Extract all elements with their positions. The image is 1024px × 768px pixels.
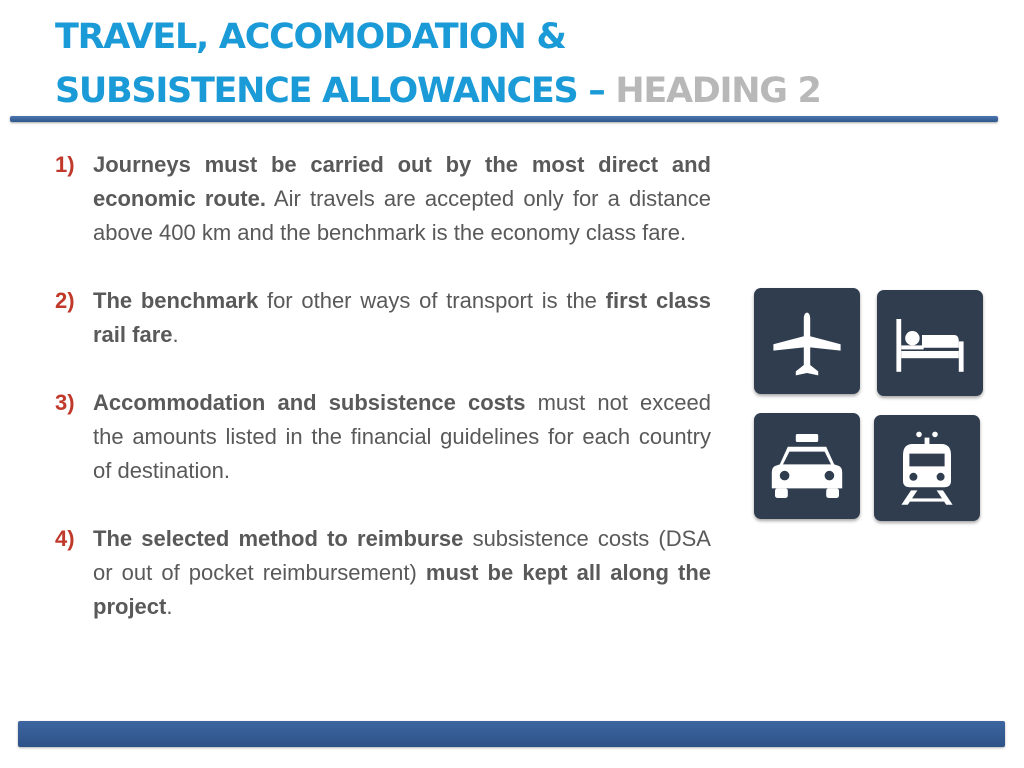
- airplane-icon: [754, 288, 860, 394]
- rules-list: [55, 148, 711, 658]
- title-heading-label: HEADING 2: [615, 71, 821, 111]
- item-bold-text: Accommodation and subsistence costs: [93, 390, 526, 415]
- item-number: 2): [55, 288, 75, 313]
- taxi-icon: [754, 413, 860, 519]
- title-line-2-text: SUBSISTENCE ALLOWANCES –: [55, 71, 605, 111]
- item-text: for other ways of transport is the: [258, 288, 606, 313]
- item-bold-text-2: must be kept all along the project: [93, 560, 712, 619]
- item-bold-text-2: first class rail fare: [93, 288, 712, 347]
- list-item-4: [55, 522, 711, 624]
- item-number: 4): [55, 526, 75, 551]
- list-item-1: [55, 148, 711, 250]
- bed-icon: [877, 290, 983, 396]
- title-divider: [10, 116, 998, 122]
- list-item-2: [55, 284, 711, 352]
- item-number: 1): [55, 152, 75, 177]
- item-bold-text: Journeys must be carried out by the most direct and economic route.: [93, 152, 711, 211]
- list-item-3: [55, 386, 711, 488]
- item-text: subsistence costs (DSA or out of pocket reimbursement): [93, 526, 711, 585]
- item-text-2: .: [166, 594, 173, 619]
- travel-icons-grid: [754, 288, 986, 523]
- train-icon: [874, 415, 980, 521]
- title-line-1: TRAVEL, ACCOMODATION &: [55, 17, 566, 57]
- item-bold-text: The benchmark: [93, 288, 259, 313]
- title-line-2: [55, 64, 955, 118]
- item-text-2: .: [172, 322, 179, 347]
- item-text: must not exceed the amounts listed in the financial guidelines for each country of destination.: [93, 390, 711, 483]
- item-text: Air travels are accepted only for a distance above 400 km and the benchmark is the economy class fare.: [93, 186, 711, 245]
- item-number: 3): [55, 390, 75, 415]
- item-bold-text: The selected method to reimburse: [93, 526, 464, 551]
- page-title: [55, 10, 955, 118]
- footer-bar: [18, 721, 1005, 747]
